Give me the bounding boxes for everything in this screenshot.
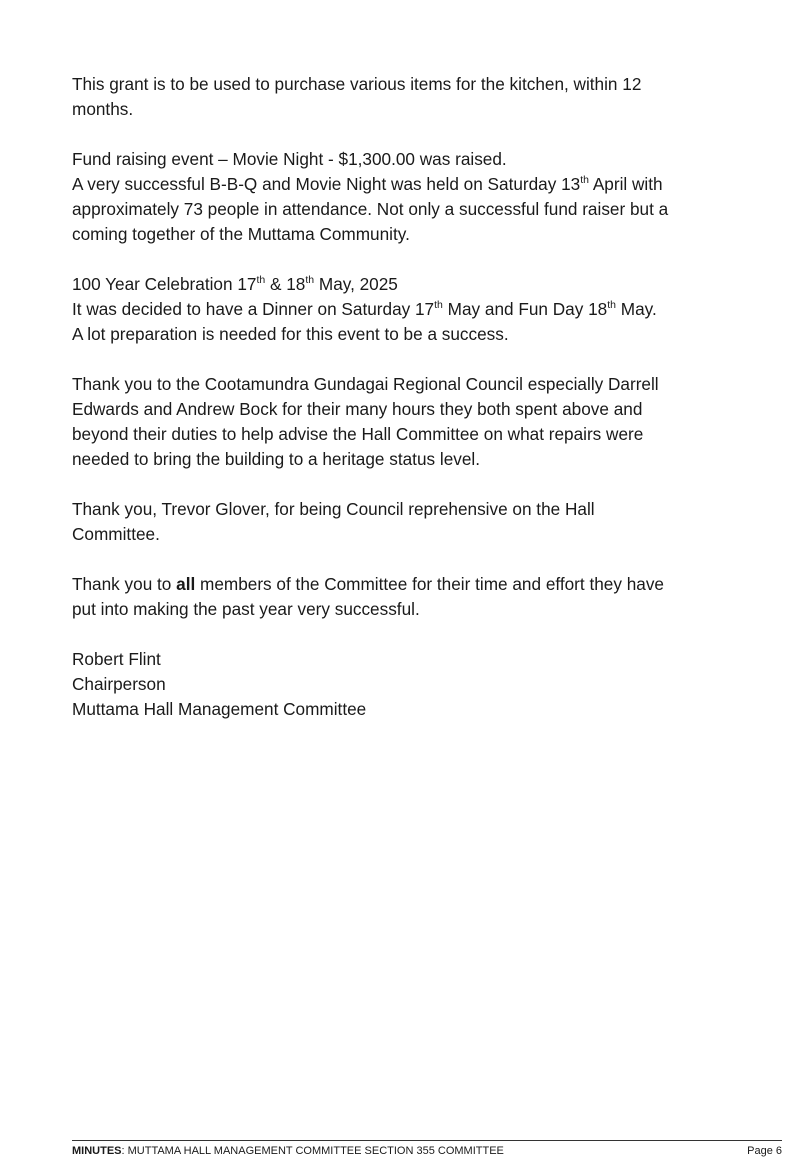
paragraph-celebration bbox=[72, 272, 742, 347]
text-line: months. bbox=[72, 99, 134, 119]
paragraph-kitchen-grant bbox=[72, 72, 742, 122]
document-body bbox=[72, 72, 742, 747]
paragraph-fund-raising bbox=[72, 147, 742, 247]
signatory-organisation: Muttama Hall Management Committee bbox=[72, 699, 367, 719]
paragraph-representative-thanks bbox=[72, 497, 742, 547]
page-number: Page 6 bbox=[747, 1145, 782, 1157]
footer-title: MINUTES: MUTTAMA HALL MANAGEMENT COMMITTEE SECTION 355 COMMITTEE bbox=[72, 1145, 504, 1157]
text-line: Committee. bbox=[72, 524, 160, 544]
signature-block bbox=[72, 647, 742, 722]
signatory-name: Robert Flint bbox=[72, 649, 161, 669]
signatory-title: Chairperson bbox=[72, 674, 166, 694]
text-line: Thank you to all members of the Committee for their time and effort they have bbox=[72, 574, 664, 594]
text-line: A very successful B-B-Q and Movie Night was held on Saturday 13th April with bbox=[72, 174, 663, 194]
text-line: needed to bring the building to a heritage status level. bbox=[72, 449, 481, 469]
text-line: beyond their duties to help advise the Hall Committee on what repairs were bbox=[72, 424, 644, 444]
paragraph-council-thanks bbox=[72, 372, 742, 472]
text-line: Edwards and Andrew Bock for their many hours they both spent above and bbox=[72, 399, 643, 419]
text-line: Fund raising event – Movie Night - $1,300.00 was raised. bbox=[72, 149, 507, 169]
text-line: coming together of the Muttama Community. bbox=[72, 224, 410, 244]
text-line: 100 Year Celebration 17th & 18th May, 2025 bbox=[72, 274, 398, 294]
text-line: put into making the past year very successful. bbox=[72, 599, 420, 619]
text-line: This grant is to be used to purchase various items for the kitchen, within 12 bbox=[72, 74, 642, 94]
text-line: It was decided to have a Dinner on Saturday 17th May and Fun Day 18th May. bbox=[72, 299, 657, 319]
page-footer bbox=[72, 1140, 782, 1158]
text-line: Thank you to the Cootamundra Gundagai Regional Council especially Darrell bbox=[72, 374, 659, 394]
text-line: Thank you, Trevor Glover, for being Council reprehensive on the Hall bbox=[72, 499, 595, 519]
text-line: approximately 73 people in attendance. Not only a successful fund raiser but a bbox=[72, 199, 669, 219]
text-line: A lot preparation is needed for this event to be a success. bbox=[72, 324, 509, 344]
paragraph-committee-thanks bbox=[72, 572, 742, 622]
